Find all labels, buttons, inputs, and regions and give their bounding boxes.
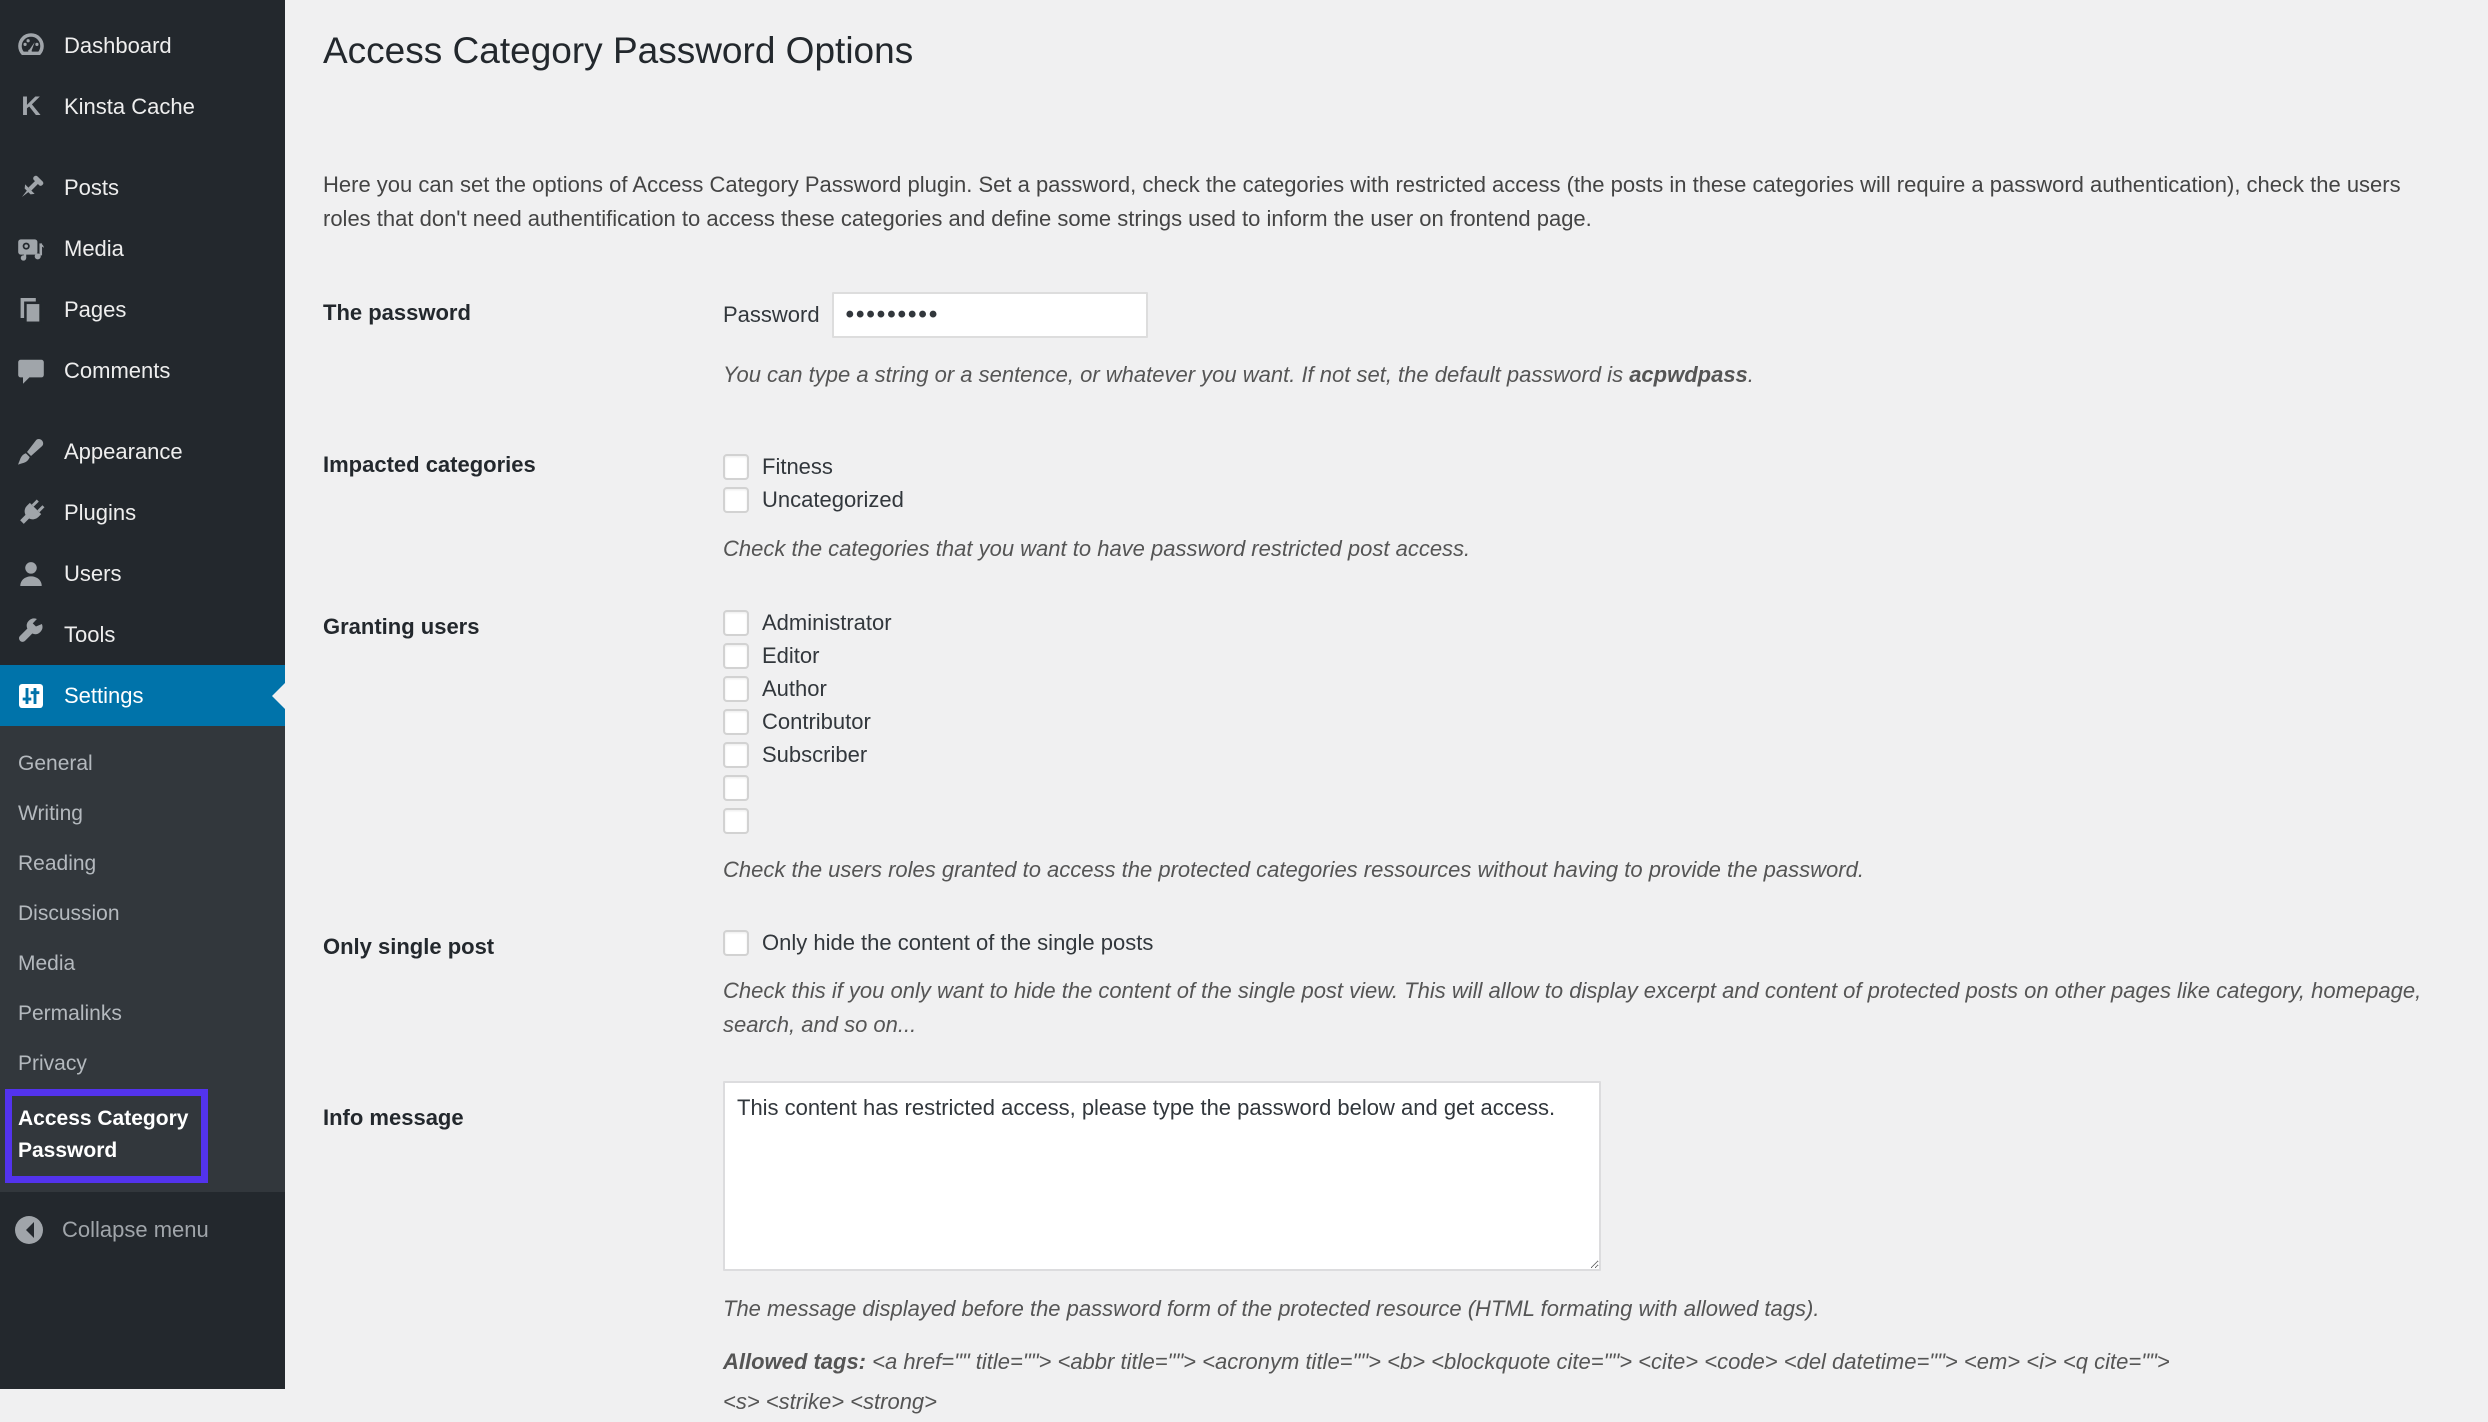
password-note-default-value: acpwdpass: [1629, 362, 1748, 387]
impacted-categories-note: Check the categories that you want to have password restricted post access.: [723, 536, 1471, 561]
highlight-box[interactable]: Access Category Password: [5, 1089, 208, 1183]
admin-sidebar: [0, 0, 285, 1389]
sidebar-item-label: Plugins: [64, 499, 137, 525]
admin-menu: [0, 0, 285, 726]
password-note-text: You can type a string or a sentence, or whatever you want. If not set, the default password is: [723, 362, 1630, 387]
settings-submenu: [0, 726, 285, 1192]
collapse-menu-button[interactable]: [0, 1213, 285, 1247]
password-note: [723, 358, 2440, 392]
sidebar-item-tools[interactable]: [0, 604, 285, 665]
sidebar-item-users[interactable]: [0, 543, 285, 604]
kinsta-icon: K: [21, 91, 41, 121]
sidebar-item-dashboard[interactable]: [0, 15, 285, 76]
role-option: [723, 639, 2440, 672]
pages-icon: [14, 293, 48, 327]
checkbox-label: Contributor: [762, 708, 871, 734]
granting-users-note: Check the users roles granted to access the protected categories ressources without having to provide the password.: [723, 857, 1864, 882]
role-option: [723, 804, 2440, 837]
info-message-row: [323, 1081, 2440, 1422]
sidebar-item-label: Users: [64, 560, 122, 586]
password-input[interactable]: [832, 292, 1148, 338]
role-option: [723, 771, 2440, 804]
checkbox-label: Fitness: [762, 453, 833, 479]
uncategorized-checkbox[interactable]: [723, 487, 749, 513]
granting-users-row: [323, 606, 2440, 887]
submenu-item-writing[interactable]: [0, 789, 285, 839]
media-icon: [14, 232, 48, 266]
submenu-item-discussion[interactable]: [0, 889, 285, 939]
checkbox-label: Administrator: [762, 609, 892, 635]
submenu-item-label: Discussion: [18, 902, 120, 925]
submenu-item-label: Reading: [18, 852, 97, 875]
dashboard-icon: [14, 29, 48, 63]
submenu-item-media[interactable]: [0, 939, 285, 989]
sidebar-item-appearance[interactable]: [0, 421, 285, 482]
sidebar-item-label: Pages: [64, 296, 127, 322]
fitness-checkbox[interactable]: [723, 454, 749, 480]
single-post-option: [723, 926, 2440, 960]
only-single-post-checkbox[interactable]: [723, 930, 749, 956]
brush-icon: [14, 435, 48, 469]
checkbox-label: Author: [762, 675, 827, 701]
info-message-note: The message displayed before the password form of the protected resource (HTML formating with allowed tags).: [723, 1296, 1820, 1321]
role-option: [723, 738, 2440, 771]
sidebar-item-comments[interactable]: [0, 340, 285, 401]
submenu-item-reading[interactable]: [0, 839, 285, 889]
allowed-tags-label: Allowed tags:: [723, 1349, 867, 1374]
sidebar-item-pages[interactable]: [0, 279, 285, 340]
plug-icon: [14, 496, 48, 530]
submenu-item-label: Privacy: [18, 1052, 87, 1075]
allowed-tags-list-2: <s> <strike> <strong>: [723, 1389, 938, 1414]
contributor-checkbox[interactable]: [723, 709, 749, 735]
info-message-textarea[interactable]: [723, 1081, 1601, 1271]
current-menu-arrow-icon: [259, 683, 285, 709]
sidebar-item-media[interactable]: [0, 218, 285, 279]
row-label-only-single-post: Only single post: [323, 934, 495, 959]
main-content: [285, 0, 2488, 1414]
checkbox-label: Editor: [762, 642, 820, 668]
submenu-item-privacy[interactable]: [0, 1039, 285, 1089]
checkbox-label: Uncategorized: [762, 486, 904, 512]
role-option: [723, 606, 2440, 639]
subscriber-checkbox[interactable]: [723, 742, 749, 768]
sidebar-item-posts[interactable]: [0, 157, 285, 218]
collapse-arrow-icon: [15, 1216, 43, 1244]
submenu-item-label: General: [18, 752, 93, 775]
editor-checkbox[interactable]: [723, 643, 749, 669]
submenu-item-label: Permalinks: [18, 1002, 122, 1025]
submenu-item-permalinks[interactable]: [0, 989, 285, 1039]
row-label-info-message: Info message: [323, 1105, 464, 1130]
sidebar-item-settings[interactable]: [0, 665, 285, 726]
sidebar-item-kinsta-cache[interactable]: [0, 76, 285, 137]
unlabeled-role-checkbox-1[interactable]: [723, 775, 749, 801]
category-option: [723, 483, 2440, 516]
sidebar-item-label: Kinsta Cache: [64, 93, 195, 119]
pin-icon: [14, 171, 48, 205]
submenu-item-label: Media: [18, 952, 76, 975]
role-option: [723, 672, 2440, 705]
sidebar-item-label: Dashboard: [64, 32, 172, 58]
administrator-checkbox[interactable]: [723, 610, 749, 636]
sidebar-item-label: Comments: [64, 357, 171, 383]
sidebar-item-label: Tools: [64, 621, 116, 647]
sidebar-item-plugins[interactable]: [0, 482, 285, 543]
sidebar-item-label: Appearance: [64, 438, 183, 464]
wrench-icon: [14, 618, 48, 652]
password-field-label: Password: [723, 302, 820, 327]
category-option: [723, 450, 2440, 483]
row-label-granting-users: Granting users: [323, 614, 480, 639]
submenu-item-access-category-password[interactable]: [0, 1089, 285, 1183]
sidebar-item-label: Settings: [64, 682, 144, 708]
password-row: [323, 292, 2440, 392]
sidebar-item-label: Posts: [64, 174, 120, 200]
only-single-post-note: Check this if you only want to hide the content of the single post view. This will allow to display excerpt and content of protected posts on other pages like category, homepage, search, and so on...: [723, 978, 2422, 1037]
allowed-tags-note: [723, 1342, 2440, 1422]
row-label-impacted-categories: Impacted categories: [323, 452, 536, 477]
collapse-menu-label: Collapse menu: [62, 1217, 209, 1242]
comment-icon: [14, 354, 48, 388]
intro-paragraph: Here you can set the options of Access Category Password plugin. Set a password, check the categories with restricted access (the posts in these categories will require a password authentication), check the users roles that don't need authentification to access these categories and define some strings used to inform the user on frontend page.: [323, 172, 2401, 231]
sidebar-item-label: Media: [64, 235, 124, 261]
only-single-post-row: [323, 926, 2440, 1042]
submenu-item-general[interactable]: [0, 739, 285, 789]
page-title: Access Category Password Options: [323, 30, 914, 71]
user-icon: [14, 557, 48, 591]
submenu-item-label: Writing: [18, 802, 83, 825]
password-note-period: .: [1747, 362, 1754, 387]
allowed-tags-list: <a href="" title=""> <abbr title=""> <acronym title=""> <b> <blockquote cite=""> <cite> <code> <del datetime=""> <em> <i> <q cite="">: [866, 1349, 2170, 1374]
impacted-categories-row: [323, 450, 2440, 566]
checkbox-label: Subscriber: [762, 741, 868, 767]
row-label-the-password: The password: [323, 300, 471, 325]
role-option: [723, 705, 2440, 738]
unlabeled-role-checkbox-2[interactable]: [723, 808, 749, 834]
author-checkbox[interactable]: [723, 676, 749, 702]
sliders-icon: [14, 679, 48, 713]
checkbox-label: Only hide the content of the single posts: [762, 930, 1154, 955]
